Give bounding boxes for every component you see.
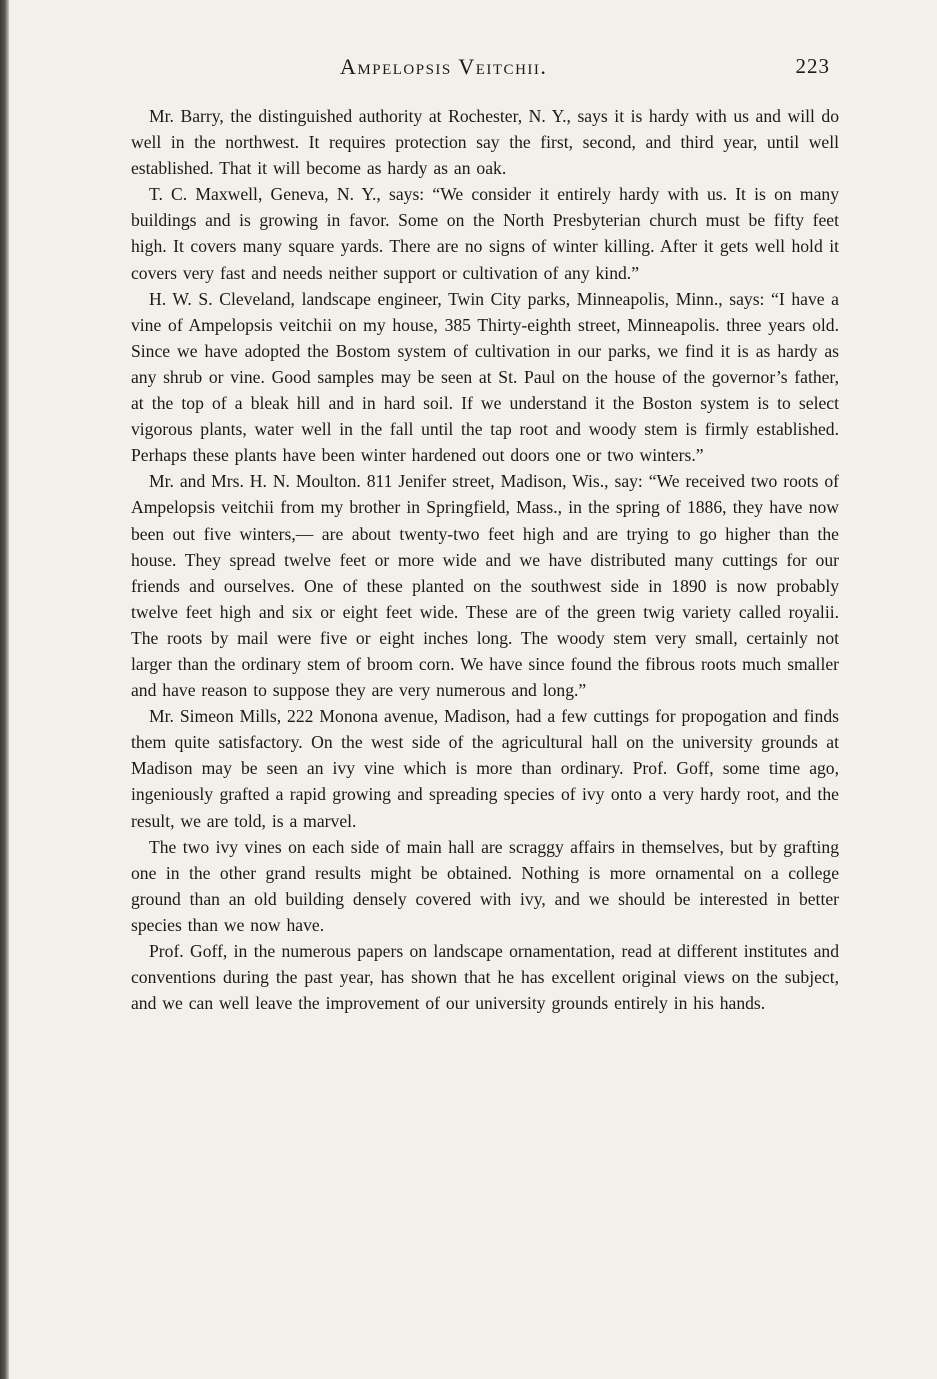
paragraph-maxwell: T. C. Maxwell, Geneva, N. Y., says: “We consider it entirely hardy with us. It is on many buildings and is growing in favor. Some on the North Presbyterian church must be fifty feet high. It covers many square yards. There are no signs of winter killing. After it gets well hold it covers very fast and needs neither support or cultivation of any kind.” [131, 184, 839, 283]
paragraph-mills: Mr. Simeon Mills, 222 Monona avenue, Madison, had a few cuttings for propogation and finds them quite satisfactory. On the west side of the agricultural hall on the university grounds at Madison may be seen an ivy vine which is more than ordinary. Prof. Goff, some time ago, ingeniously grafted a rapid growing and spreading species of ivy onto a very hardy root, and the result, we are told, is a marvel. [131, 706, 839, 831]
paragraph-cleveland: H. W. S. Cleveland, landscape engineer, Twin City parks, Minneapolis, Minn., says: “I have a vine of Ampelopsis veitchii on my house, 385 Thirty-eighth street, Minneapolis. three years old. Since we have adopted the Bostom system of cultivation in our parks, we find it is as hardy as any shrub or vine. Good samples may be seen at St. Paul on the house of the governor’s father, at the top of a bleak hill and in hard soil. If we understand it the Boston system is to select vigorous plants, water well in the fall until the tap root and woody stem is firmly established. Perhaps these plants have been winter hardened out doors one or two winters.” [131, 288, 839, 466]
paragraph-goff: Prof. Goff, in the numerous papers on landscape ornamentation, read at different institutes and conventions during the past year, has shown that he has excellent original views on the subject, and we can well leave the improvement of our university grounds entirely in his hands. [131, 941, 839, 1014]
page-binding-edge [0, 0, 9, 1379]
page-header [130, 54, 830, 84]
paragraph-barry: Mr. Barry, the distinguished authority at Rochester, N. Y., says it is hardy with us and will do well in the northwest. It requires protection say the first, second, and third year, until well established. That it will become as hardy as an oak. [131, 106, 839, 179]
page-number: 223 [795, 54, 830, 78]
running-title: Ampelopsis Veitchii. [340, 54, 548, 79]
paragraph-moulton: Mr. and Mrs. H. N. Moulton. 811 Jenifer street, Madison, Wis., say: “We received two roots of Ampelopsis veitchii from my brother in Springfield, Mass., in the spring of 1886, they have now been out five winters,— are about twenty-two feet high and are trying to go higher than the house. They spread twelve feet or more wide and we have distributed many cuttings for our friends and ourselves. One of these planted on the southwest side in 1890 is now probably twelve feet high and six or eight feet wide. These are of the green twig variety called royalii. The roots by mail were five or eight inches long. The woody stem very small, certainly not larger than the ordinary stem of broom corn. We have since found the fibrous roots much smaller and have reason to suppose they are very numerous and long.” [131, 471, 839, 701]
paragraph-ivy-vines: The two ivy vines on each side of main hall are scraggy affairs in themselves, but by grafting one in the other grand results might be obtained. Nothing is more ornamental on a college ground than an old building densely covered with ivy, and we should be interested in better species than we now have. [131, 836, 839, 935]
body-text [131, 103, 839, 1016]
